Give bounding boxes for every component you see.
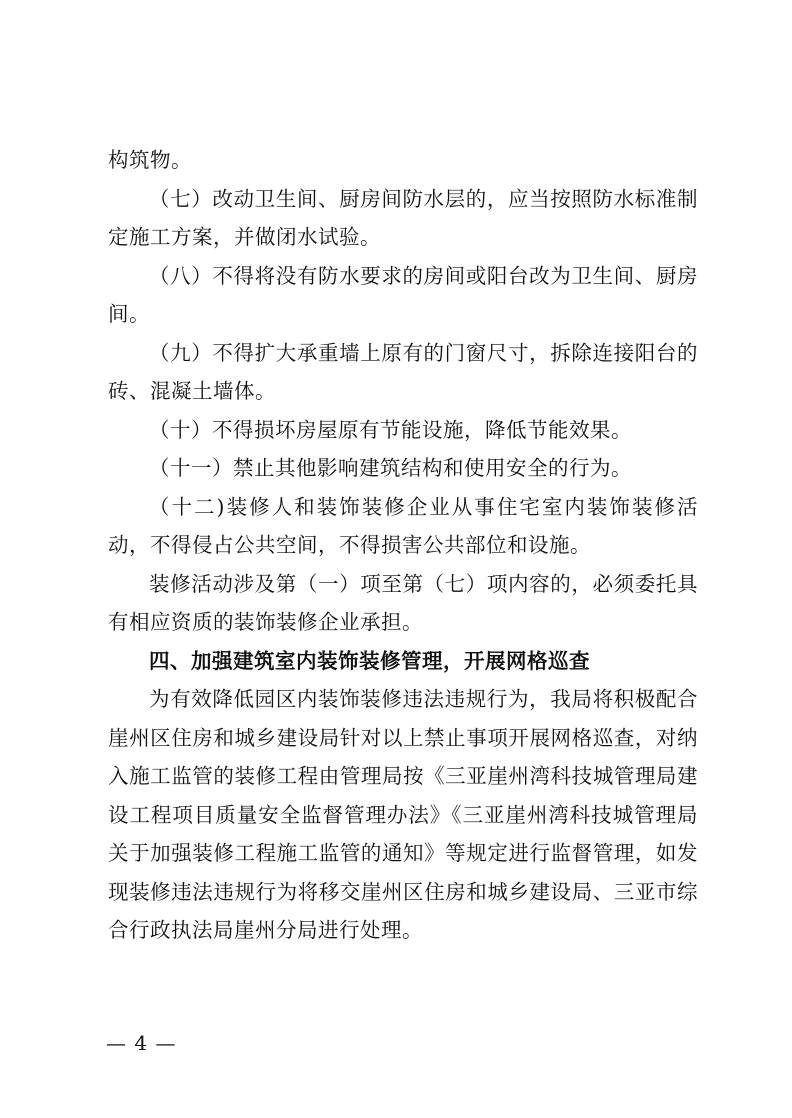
paragraph-item-10: （十）不得损坏房屋原有节能设施，降低节能效果。 <box>149 417 632 442</box>
document-body <box>108 141 698 950</box>
section-heading-4: 四、加强建筑室内装饰装修管理，开展网格巡查 <box>149 648 590 673</box>
paragraph-scope-note: 装修活动涉及第（一）项至第（七）项内容的，必须委托具有相应资质的装饰装修企业承担。 <box>108 571 698 634</box>
paragraph-item-12: （十二)装修人和装饰装修企业从事住宅室内装饰装修活动，不得侵占公共空间，不得损害公共部位和设施。 <box>108 494 698 557</box>
page-number: — 4 — <box>106 1031 177 1055</box>
paragraph-continuation: 构筑物。 <box>108 148 192 172</box>
paragraph-item-7: （七）改动卫生间、厨房间防水层的，应当按照防水标准制定施工方案，并做闭水试验。 <box>108 186 698 249</box>
paragraph-inspection: 为有效降低园区内装饰装修违法违规行为，我局将积极配合崖州区住房和城乡建设局针对以上禁止事项开展网格巡查，对纳入施工监管的装修工程由管理局按《三亚崖州湾科技城管理局建设工程项目质量安全监督管理办法》《三亚崖州湾科技城管理局关于加强装修工程施工监管的通知》等规定进行监督管理，如发现装修违法违规行为将移交崖州区住房和城乡建设局、三亚市综合行政执法局崖州分局进行处理。 <box>108 687 698 942</box>
paragraph-item-8: （八）不得将没有防水要求的房间或阳台改为卫生间、厨房间。 <box>108 263 698 326</box>
paragraph-item-11: （十一）禁止其他影响建筑结构和使用安全的行为。 <box>149 456 632 480</box>
paragraph-item-9: （九）不得扩大承重墙上原有的门窗尺寸，拆除连接阳台的砖、混凝土墙体。 <box>108 340 698 403</box>
